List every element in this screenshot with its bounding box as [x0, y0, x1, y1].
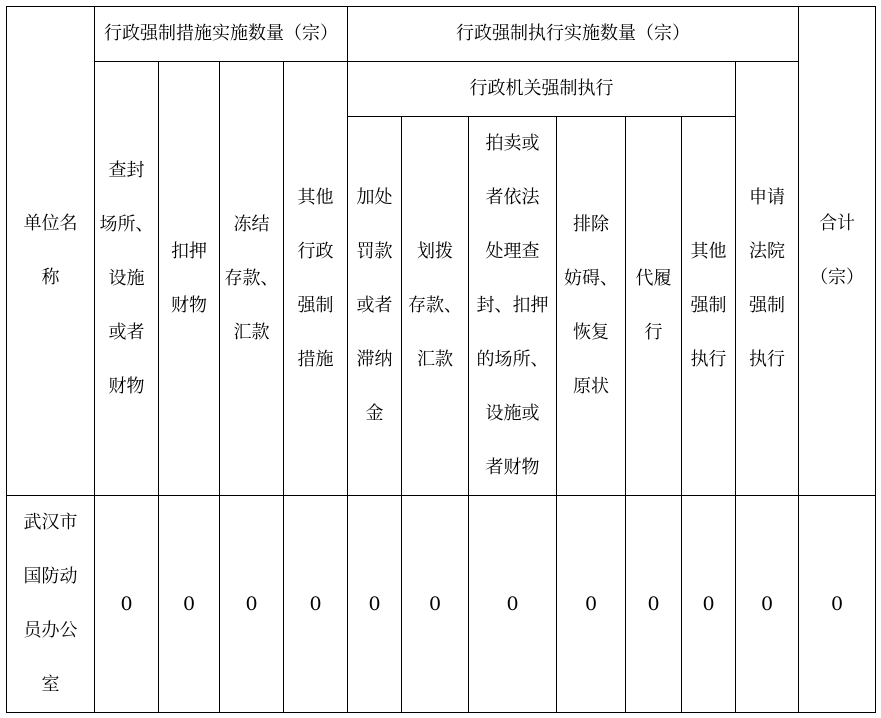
unit-name-cell: 武汉市 国防动 员办公 室 [7, 496, 95, 713]
admin-exec-header-other: 其他 强制 执行 [682, 117, 736, 496]
value-cell: 0 [682, 496, 736, 713]
admin-exec-header-substitute: 代履 行 [626, 117, 682, 496]
execution-group-header: 行政强制执行实施数量（宗） [348, 7, 799, 62]
value-cell: 0 [402, 496, 469, 713]
unit-name-header: 单位名 称 [7, 7, 95, 496]
admin-exec-header-fine: 加处 罚款 或者 滞纳 金 [348, 117, 402, 496]
value-cell: 0 [284, 496, 348, 713]
value-cell: 0 [736, 496, 799, 713]
measure-header-other: 其他 行政 强制 措施 [284, 62, 348, 496]
value-cell: 0 [159, 496, 220, 713]
court-exec-header: 申请 法院 强制 执行 [736, 62, 799, 496]
measures-group-header: 行政强制措施实施数量（宗） [95, 7, 348, 62]
admin-exec-header-restore: 排除 妨碍、 恢复 原状 [557, 117, 626, 496]
admin-exec-header-auction: 拍卖或 者依法 处理查 封、扣押 的场所、 设施或 者财物 [469, 117, 557, 496]
value-cell: 0 [348, 496, 402, 713]
admin-exec-header-transfer: 划拨 存款、 汇款 [402, 117, 469, 496]
value-cell: 0 [557, 496, 626, 713]
value-cell: 0 [469, 496, 557, 713]
enforcement-stats-table [6, 6, 876, 713]
value-cell: 0 [626, 496, 682, 713]
admin-exec-group-header: 行政机关强制执行 [348, 62, 736, 117]
measure-header-seal: 查封 场所、 设施 或者 财物 [95, 62, 159, 496]
measure-header-detain: 扣押 财物 [159, 62, 220, 496]
total-header: 合计 （宗） [799, 7, 876, 496]
value-cell: 0 [95, 496, 159, 713]
total-value-cell: 0 [799, 496, 876, 713]
value-cell: 0 [220, 496, 284, 713]
table-row [7, 496, 876, 713]
measure-header-freeze: 冻结 存款、 汇款 [220, 62, 284, 496]
